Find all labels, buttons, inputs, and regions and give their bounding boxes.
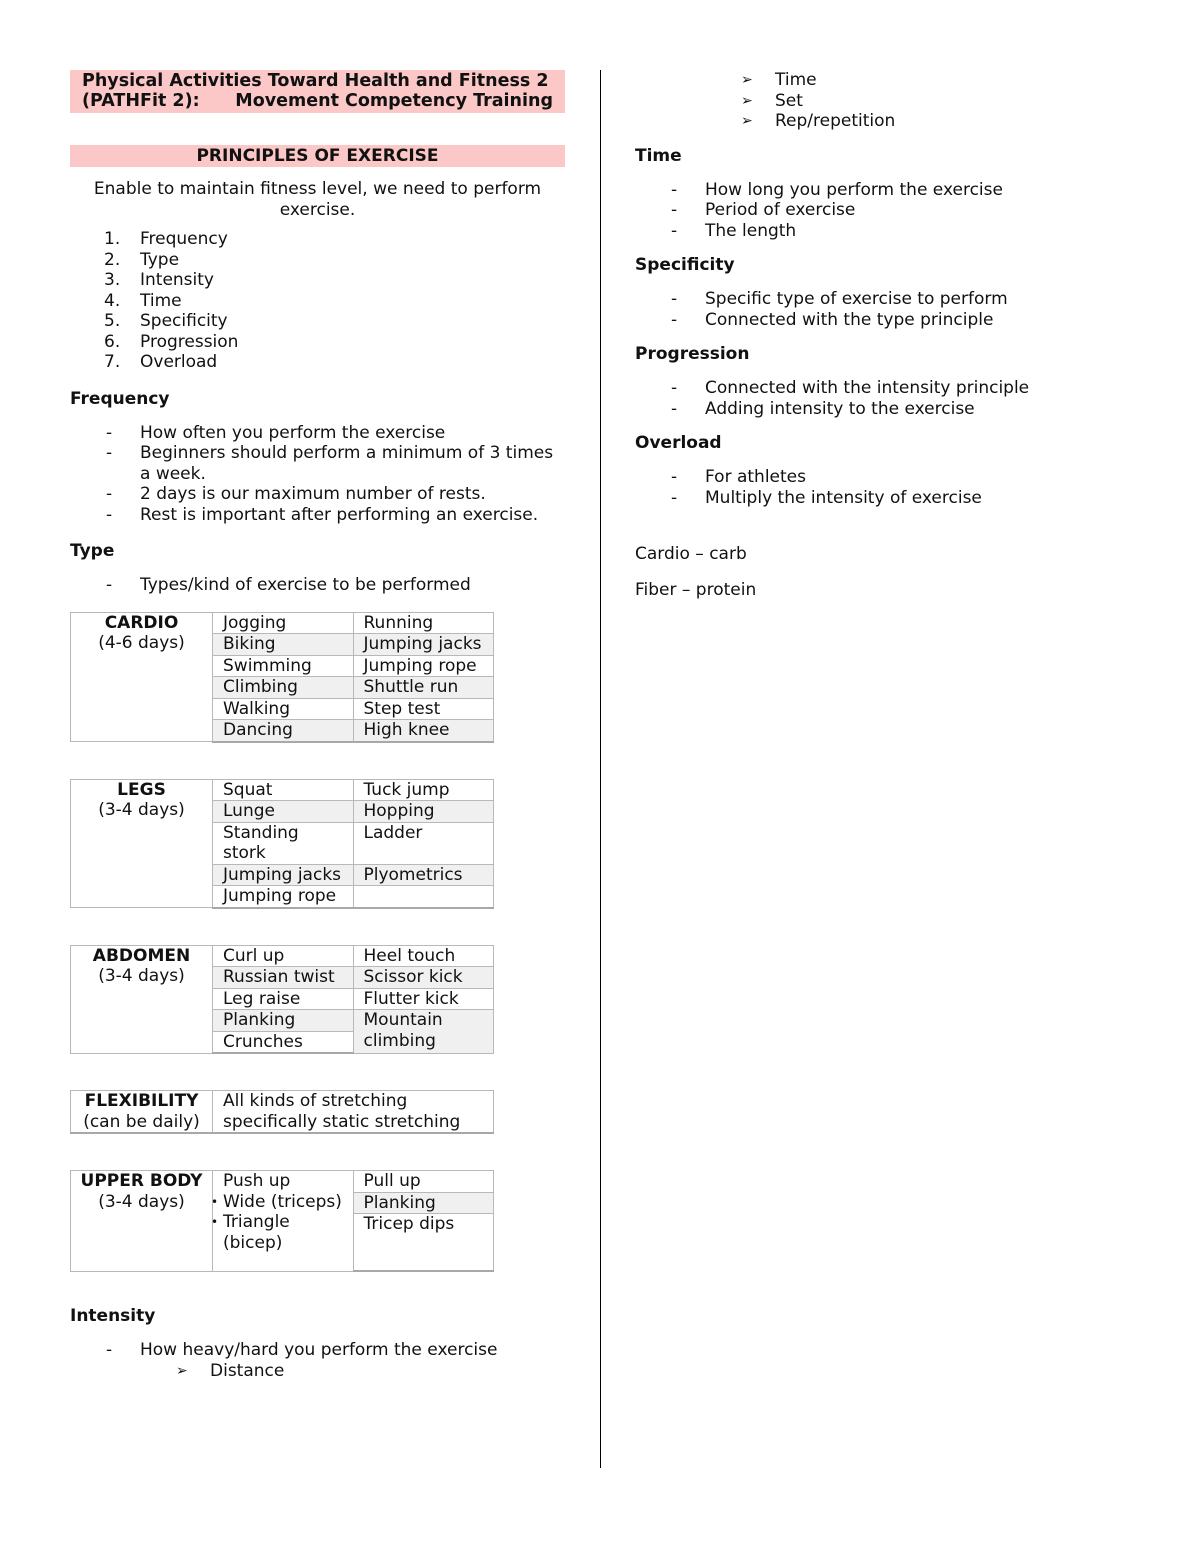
list-item: - Beginners should perform a minimum of 3 times a week.	[106, 443, 554, 484]
column-divider	[600, 70, 601, 1468]
table-row: Lunge Hopping	[71, 801, 494, 823]
cardio-table	[70, 612, 494, 743]
type-heading: Type	[70, 541, 115, 561]
list-item: - Connected with the intensity principle	[671, 378, 1030, 398]
frequency-heading: Frequency	[70, 388, 170, 409]
legs-table	[70, 779, 494, 909]
table-row: UPPER BODY (3-4 days) Push up • Wide (triceps) • Triangle (bicep) Pull up	[71, 1171, 494, 1193]
table-row: ABDOMEN (3-4 days) Curl up Heel touch	[71, 945, 494, 967]
intensity-sublist	[176, 1361, 565, 1382]
table-row: Jumping jacks Plyometrics	[71, 864, 494, 886]
progression-list	[635, 378, 1155, 419]
list-item: ➢ Rep/repetition	[741, 111, 896, 131]
overload-list	[635, 467, 1155, 508]
table-row: Leg raise Flutter kick	[71, 988, 494, 1010]
list-item: 2. Type	[104, 249, 180, 270]
list-item: • Triangle (bicep)	[211, 1212, 290, 1253]
title-line-1: Physical Activities Toward Health and Fitness 2	[82, 71, 549, 91]
list-item: 3. Intensity	[104, 270, 214, 290]
list-item: - How heavy/hard you perform the exercise	[106, 1340, 498, 1360]
table-row: Planking	[71, 1192, 494, 1214]
category-cell: CARDIO (4-6 days)	[71, 612, 213, 742]
list-item: 5. Specificity	[104, 311, 228, 331]
principles-list	[70, 229, 565, 373]
abdomen-table	[70, 945, 494, 1055]
list-item: - How often you perform the exercise	[106, 422, 446, 443]
intensity-heading: Intensity	[70, 1306, 156, 1326]
document-title	[70, 70, 565, 113]
flexibility-table	[70, 1090, 494, 1134]
list-item: 7. Overload	[104, 352, 218, 372]
list-item: 6. Progression	[104, 331, 239, 352]
list-item: - Rest is important after performing an exercise.	[106, 504, 539, 525]
list-item: - Specific type of exercise to perform	[671, 289, 1008, 309]
list-item: - Adding intensity to the exercise	[671, 398, 975, 419]
table-row: Climbing Shuttle run	[71, 677, 494, 699]
list-item: - The length	[671, 220, 797, 241]
list-item: ➢ Time	[741, 70, 817, 90]
intro-text: Enable to maintain fitness level, we need to perform exercise.	[93, 179, 542, 220]
list-item: - How long you perform the exercise	[671, 179, 1003, 200]
table-row: Swimming Jumping rope	[71, 655, 494, 677]
section-title: PRINCIPLES OF EXERCISE	[70, 145, 565, 167]
title-line-2-prefix: (PATHFit 2):	[82, 91, 200, 111]
list-item: - 2 days is our maximum number of rests.	[106, 484, 486, 504]
category-cell: FLEXIBILITY (can be daily)	[71, 1091, 213, 1134]
list-item: 1. Frequency	[104, 229, 228, 249]
progression-heading: Progression	[635, 344, 750, 364]
table-row: Walking Step test	[71, 698, 494, 720]
list-item: - Types/kind of exercise to be performed	[106, 575, 471, 595]
type-list	[70, 575, 565, 596]
table-row: Crunches	[71, 1031, 494, 1053]
overload-heading: Overload	[635, 433, 722, 453]
table-row: Biking Jumping jacks	[71, 634, 494, 656]
table-row: LEGS (3-4 days) Squat Tuck jump	[71, 779, 494, 801]
intensity-sublist-continued	[741, 70, 1155, 132]
title-line-2-subtitle: Movement Competency Training	[235, 91, 553, 111]
table-row: FLEXIBILITY (can be daily) All kinds of stretching specifically static stretching	[71, 1091, 494, 1134]
specificity-list	[635, 289, 1155, 330]
note-fiber: Fiber – protein	[635, 580, 757, 600]
list-item: ➢ Set	[741, 90, 803, 111]
list-item: - Connected with the type principle	[671, 309, 994, 330]
list-item: • Wide (triceps)	[211, 1191, 342, 1212]
right-column	[635, 70, 1155, 600]
frequency-list	[70, 423, 565, 526]
upper-body-table	[70, 1170, 494, 1272]
note-cardio: Cardio – carb	[635, 544, 747, 564]
table-row: Dancing High knee	[71, 720, 494, 742]
table-row: Standing stork Ladder	[71, 822, 494, 864]
table-row: Jumping rope	[71, 886, 494, 908]
table-row: Tricep dips	[71, 1214, 494, 1272]
list-item: 4. Time	[104, 290, 182, 311]
specificity-heading: Specificity	[635, 255, 735, 275]
list-item: - For athletes	[671, 467, 806, 487]
table-row: Planking Mountain climbing	[71, 1010, 494, 1032]
category-cell: UPPER BODY (3-4 days)	[71, 1171, 213, 1272]
table-row: Russian twist Scissor kick	[71, 967, 494, 989]
category-cell: LEGS (3-4 days)	[71, 779, 213, 908]
list-item: - Period of exercise	[671, 200, 856, 220]
list-item: - Multiply the intensity of exercise	[671, 487, 982, 508]
intensity-list	[70, 1340, 565, 1361]
left-column	[70, 70, 565, 1381]
table-row: CARDIO (4-6 days) Jogging Running	[71, 612, 494, 634]
time-heading: Time	[635, 145, 682, 166]
category-cell: ABDOMEN (3-4 days)	[71, 945, 213, 1053]
list-item: ➢ Distance	[176, 1360, 285, 1381]
time-list	[635, 180, 1155, 242]
